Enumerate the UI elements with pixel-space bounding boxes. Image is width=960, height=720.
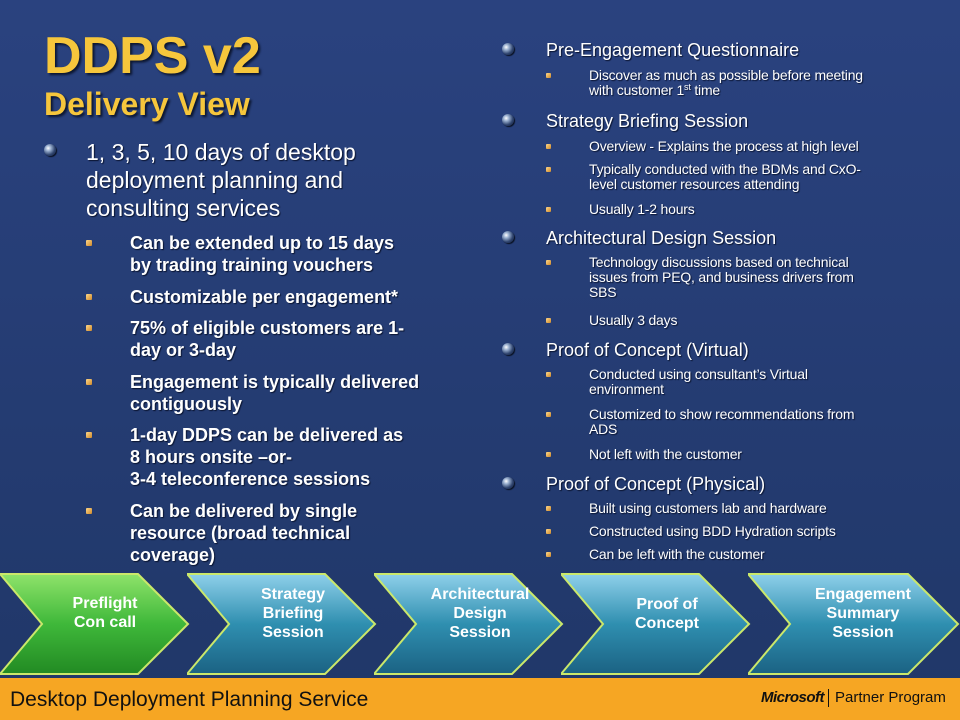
chevron-architectural-design — [374, 572, 564, 677]
slide-title: DDPS v2 — [44, 27, 261, 85]
left-sub-line: contiguously — [130, 394, 242, 414]
left-sub-line: 1-day DDPS can be delivered as — [130, 425, 404, 445]
right-heading: Pre-Engagement Questionnaire — [546, 40, 800, 60]
left-sub-line: 3-4 teleconference sessions — [130, 469, 371, 489]
chevron-label — [748, 585, 948, 642]
left-sub-line: Can be extended up to 15 days — [130, 233, 395, 253]
square-bullet-icon — [546, 506, 551, 511]
right-item-text — [589, 162, 861, 192]
chevron-label-line: Preflight — [72, 595, 138, 612]
chevron-label-line: Summary — [826, 605, 900, 622]
right-item-line: Overview - Explains the process at high level — [589, 138, 859, 154]
superscript: st — [684, 82, 691, 92]
square-bullet-icon — [546, 144, 551, 149]
left-sub-line: 75% of eligible customers are 1- — [130, 318, 405, 338]
left-main-line: deployment planning and — [86, 167, 344, 193]
right-item-text — [589, 367, 808, 397]
left-sub-line: Engagement is typically delivered — [130, 372, 420, 392]
square-bullet-icon — [546, 552, 551, 557]
right-item-text — [589, 407, 854, 437]
microsoft-partner-logo — [761, 689, 946, 707]
right-item-line: Technology discussions based on technical — [589, 254, 849, 270]
chevron-label — [0, 594, 200, 632]
square-bullet-icon — [546, 260, 551, 265]
square-bullet-icon — [86, 432, 92, 438]
right-item-line: SBS — [589, 284, 617, 300]
right-item-line: level customer resources attending — [589, 176, 800, 192]
left-sub-line: 8 hours onsite –or- — [130, 447, 293, 467]
left-sub-text — [130, 232, 394, 276]
right-item-text — [589, 68, 863, 98]
right-item-line: Typically conducted with the BDMs and CxO- — [589, 161, 861, 177]
right-item-line: Usually 3 days — [589, 312, 678, 328]
footer-title: Desktop Deployment Planning Service — [10, 688, 369, 711]
square-bullet-icon — [546, 207, 551, 212]
square-bullet-icon — [546, 372, 551, 377]
chevron-label-line: Engagement — [814, 586, 911, 603]
chevron-label-line: Session — [449, 624, 511, 641]
left-sub-text — [130, 286, 398, 308]
right-heading: Proof of Concept (Physical) — [546, 474, 766, 494]
chevron-preflight — [0, 572, 190, 677]
square-bullet-icon — [546, 167, 551, 172]
right-item-text — [589, 447, 742, 462]
left-sub-text — [130, 317, 404, 361]
right-item-line: Discover as much as possible before meeting — [589, 67, 863, 83]
square-bullet-icon — [86, 325, 92, 331]
left-sub-line: by trading training vouchers — [130, 255, 374, 275]
right-item-line: Not left with the customer — [589, 446, 742, 462]
square-bullet-icon — [86, 240, 92, 246]
logo-divider — [828, 689, 829, 707]
square-bullet-icon — [546, 73, 551, 78]
chevron-label — [187, 585, 377, 642]
square-bullet-icon — [86, 294, 92, 300]
left-main-text — [86, 138, 356, 222]
square-bullet-icon — [546, 412, 551, 417]
right-item-text — [589, 501, 827, 516]
bullet-ball-icon — [502, 231, 514, 243]
right-heading: Strategy Briefing Session — [546, 111, 749, 131]
left-main-line: 1, 3, 5, 10 days of desktop — [86, 139, 356, 165]
chevron-label-line: Con call — [73, 614, 137, 631]
square-bullet-icon — [86, 379, 92, 385]
left-sub-line: Customizable per engagement* — [130, 287, 399, 307]
right-item-line: with customer 1 — [589, 82, 685, 98]
chevron-label — [374, 585, 564, 642]
left-main-line: consulting services — [86, 195, 281, 221]
right-heading: Architectural Design Session — [546, 228, 777, 248]
chevron-label-line: Strategy — [260, 586, 326, 603]
right-item-text — [589, 547, 765, 562]
bullet-ball-icon — [44, 144, 56, 156]
right-heading: Proof of Concept (Virtual) — [546, 340, 749, 360]
chevron-label — [561, 595, 751, 633]
chevron-engagement-summary — [748, 572, 960, 677]
right-item-text — [589, 524, 836, 539]
left-sub-text — [130, 371, 419, 415]
square-bullet-icon — [546, 529, 551, 534]
square-bullet-icon — [546, 452, 551, 457]
logo-program: Partner Program — [835, 689, 946, 707]
right-item-line: Usually 1-2 hours — [589, 201, 695, 217]
right-item-line: Customized to show recommendations from — [589, 406, 855, 422]
right-item-tail: time — [690, 82, 720, 98]
chevron-strategy-briefing — [187, 572, 377, 677]
bullet-ball-icon — [502, 343, 514, 355]
chevron-label-line: Briefing — [262, 605, 324, 622]
right-item-text — [589, 139, 859, 154]
chevron-label-line: Architectural — [430, 586, 530, 603]
chevron-label-line: Design — [453, 605, 507, 622]
chevron-proof-of-concept — [561, 572, 751, 677]
logo-brand: Microsoft — [761, 689, 824, 707]
right-item-line: Conducted using consultant’s Virtual — [589, 366, 808, 382]
bullet-ball-icon — [502, 114, 514, 126]
right-item-line: ADS — [589, 421, 618, 437]
right-item-text — [589, 202, 695, 217]
bullet-ball-icon — [502, 43, 514, 55]
right-item-line: Built using customers lab and hardware — [589, 500, 827, 516]
right-item-line: environment — [589, 381, 664, 397]
left-sub-line: resource (broad technical — [130, 523, 351, 543]
bullet-ball-icon — [502, 477, 514, 489]
right-item-line: issues from PEQ, and business drivers from — [589, 269, 854, 285]
right-item-text — [589, 255, 854, 300]
left-sub-text — [130, 500, 357, 566]
right-item-text — [589, 313, 677, 328]
chevron-label-line: Concept — [635, 615, 699, 632]
chevron-label-line: Session — [832, 624, 894, 641]
left-sub-line: coverage) — [130, 545, 216, 565]
slide-subtitle: Delivery View — [44, 86, 250, 122]
chevron-label-line: Proof of — [636, 596, 698, 613]
left-sub-line: day or 3-day — [130, 340, 237, 360]
right-item-line: Can be left with the customer — [589, 546, 765, 562]
right-item-line: Constructed using BDD Hydration scripts — [589, 523, 836, 539]
chevron-label-line: Session — [262, 624, 324, 641]
left-sub-line: Can be delivered by single — [130, 501, 358, 521]
square-bullet-icon — [546, 318, 551, 323]
left-sub-text — [130, 424, 403, 490]
square-bullet-icon — [86, 508, 92, 514]
